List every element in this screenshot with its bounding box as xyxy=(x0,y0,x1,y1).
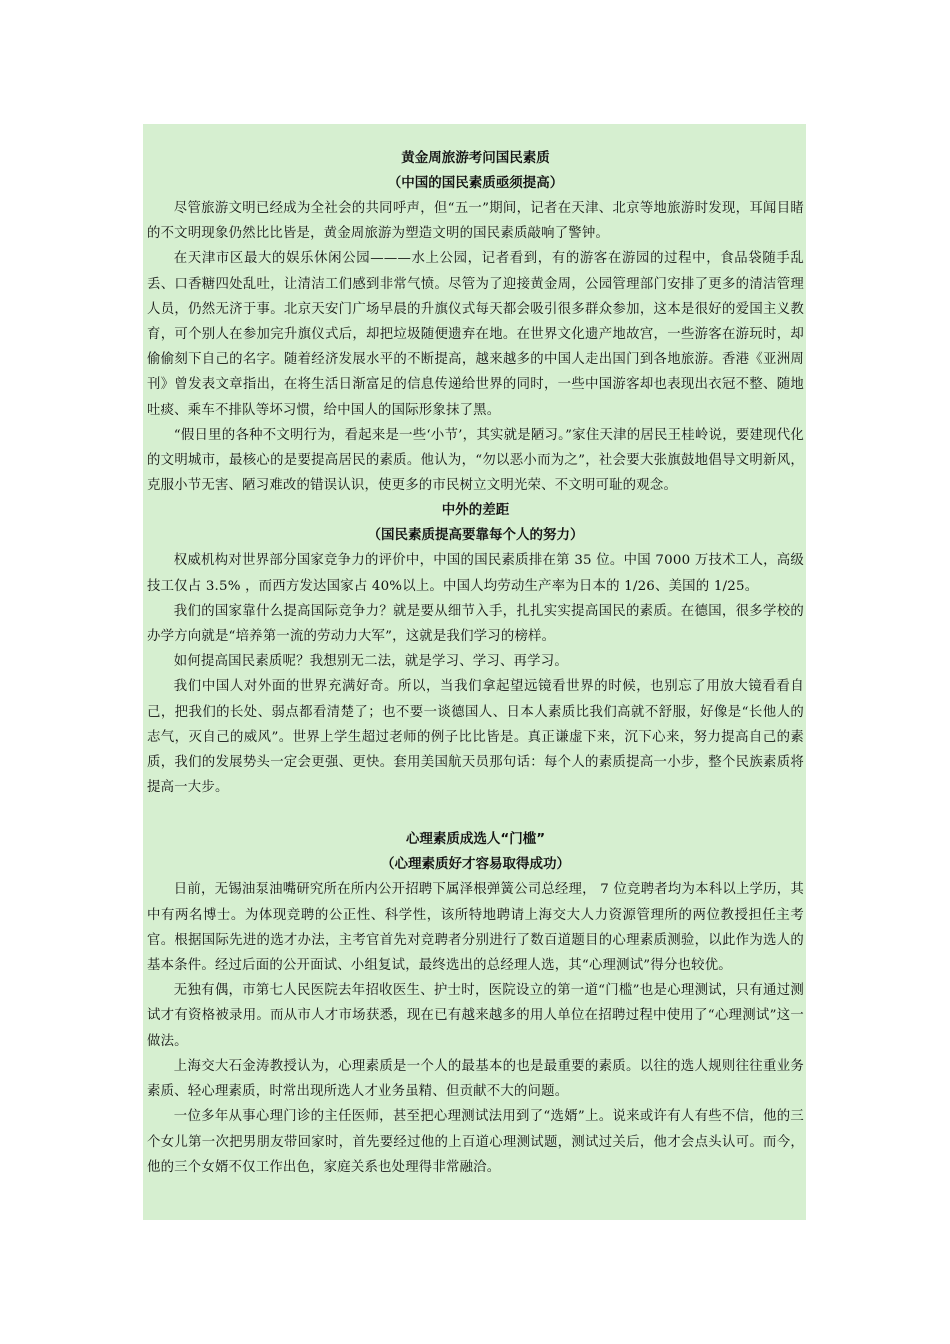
section-2-paragraph-4: 我们中国人对外面的世界充满好奇。所以，当我们拿起望远镜看世界的时候，也别忘了用放大镜看看自己，把我们的长处、弱点都看清楚了；也不要一谈德国人、日本人素质比我们高就不舒服，好像是“长他人的志气，灭自己的威风”。世界上学生超过老师的例子比比皆是。真正谦虚下来，沉下心来，努力提高自己的素质，我们的发展势头一定会更强、更快。套用美国航天员那句话：每个人的素质提高一小步，整个民族素质将提高一大步。 xyxy=(147,679,804,796)
section-1-title: 黄金周旅游考问国民素质 xyxy=(401,150,550,166)
section-3-paragraph-1: 日前，无锡油泵油嘴研究所在所内公开招聘下属泽根弹簧公司总经理， 7 位竞聘者均为本科以上学历，其中有两名博士。为体现竞聘的公正性、科学性，该所特地聘请上海交大人力资源管理所的两位教授担任主考官。根据国际先进的选才办法，主考官首先对竞聘者分别进行了数百道题目的心理素质测验，以此作为选人的基本条件。经过后面的公开面试、小组复试，最终选出的总经理人选，其“心理测试”得分也较优。 xyxy=(147,882,804,974)
section-2-title: 中外的差距 xyxy=(441,502,510,519)
section-2-subtitle: （国民素质提高要靠每个人的努力） xyxy=(367,527,584,544)
section-3-paragraph-3: 上海交大石金涛教授认为，心理素质是一个人的最基本的也是最重要的素质。以往的选人规则往往重业务素质、轻心理素质，时常出现所选人才业务虽精、但贡献不大的问题。 xyxy=(147,1058,804,1100)
section-2-paragraph-2: 我们的国家靠什么提高国际竞争力？就是要从细节入手，扎扎实实提高国民的素质。在德国，很多学校的办学方向就是“培养第一流的劳动力大军”，这就是我们学习的榜样。 xyxy=(147,603,804,645)
section-1-subtitle: （中国的国民素质亟须提高） xyxy=(387,175,564,191)
document-page xyxy=(143,124,806,1220)
section-1-paragraph-2: 在天津市区最大的娱乐休闲公园———水上公园，记者看到，有的游客在游园的过程中，食品袋随手乱丢、口香糖四处乱吐，让清洁工们感到非常气愤。尽管为了迎接黄金周，公园管理部门安排了更多的清洁管理人员，仍然无济于事。北京天安门广场早晨的升旗仪式每天都会吸引很多群众参加，这本是很好的爱国主义教育，可个别人在参加完升旗仪式后，却把垃圾随便遗弃在地。在世界文化遗产地故宫，一些游客在游玩时，却偷偷刻下自己的名字。随着经济发展水平的不断提高，越来越多的中国人走出国门到各地旅游。香港《亚洲周刊》曾发表文章指出，在将生活日渐富足的信息传递给世界的同时，一些中国游客却也表现出衣冠不整、随地吐痰、乘车不排队等坏习惯，给中国人的国际形象抹了黑。 xyxy=(147,251,804,418)
section-spacer xyxy=(147,800,804,827)
section-1-paragraph-3: “假日里的各种不文明行为，看起来是一些‘小节’，其实就是陋习。”家住天津的居民王桂岭说，要建现代化的文明城市，最核心的是要提高居民的素质。他认为，“勿以恶小而为之”，社会要大张旗鼓地倡导文明新风，克服小节无害、陋习难改的错误认识，使更多的市民树立文明光荣、不文明可耻的观念。 xyxy=(147,427,804,494)
section-3-title: 心理素质成选人“门槛” xyxy=(405,831,546,848)
section-1-paragraph-1: 尽管旅游文明已经成为全社会的共同呼声，但“五一”期间，记者在天津、北京等地旅游时发现，耳闻目睹的不文明现象仍然比比皆是，黄金周旅游为塑造文明的国民素质敲响了警钟。 xyxy=(147,201,804,242)
section-2-paragraph-3: 如何提高国民素质呢？我想别无二法，就是学习、学习、再学习。 xyxy=(173,654,568,670)
section-3-paragraph-4: 一位多年从事心理门诊的主任医师，甚至把心理测试法用到了“选婿”上。说来或许有人有些不信，他的三个女儿第一次把男朋友带回家时，首先要经过他的上百道心理测试题，测试过关后，他才会点头认可。而今，他的三个女婿不仅工作出色，家庭关系也处理得非常融洽。 xyxy=(147,1109,804,1175)
section-3-subtitle: （心理素质好才容易取得成功） xyxy=(381,856,570,873)
section-3-paragraph-2: 无独有偶，市第七人民医院去年招收医生、护士时，医院设立的第一道“门槛”也是心理测试，只有通过测试才有资格被录用。而从市人才市场获悉，现在已有越来越多的用人单位在招聘过程中使用了“心理测试”这一做法。 xyxy=(147,983,804,1049)
section-2-paragraph-1: 权威机构对世界部分国家竞争力的评价中，中国的国民素质排在第 35 位。中国 7000 万技术工人，高级技工仅占 3.5% ，而西方发达国家占 40%以上。中国人均劳动生产率为日本的 1/26、美国的 1/25。 xyxy=(147,553,804,594)
